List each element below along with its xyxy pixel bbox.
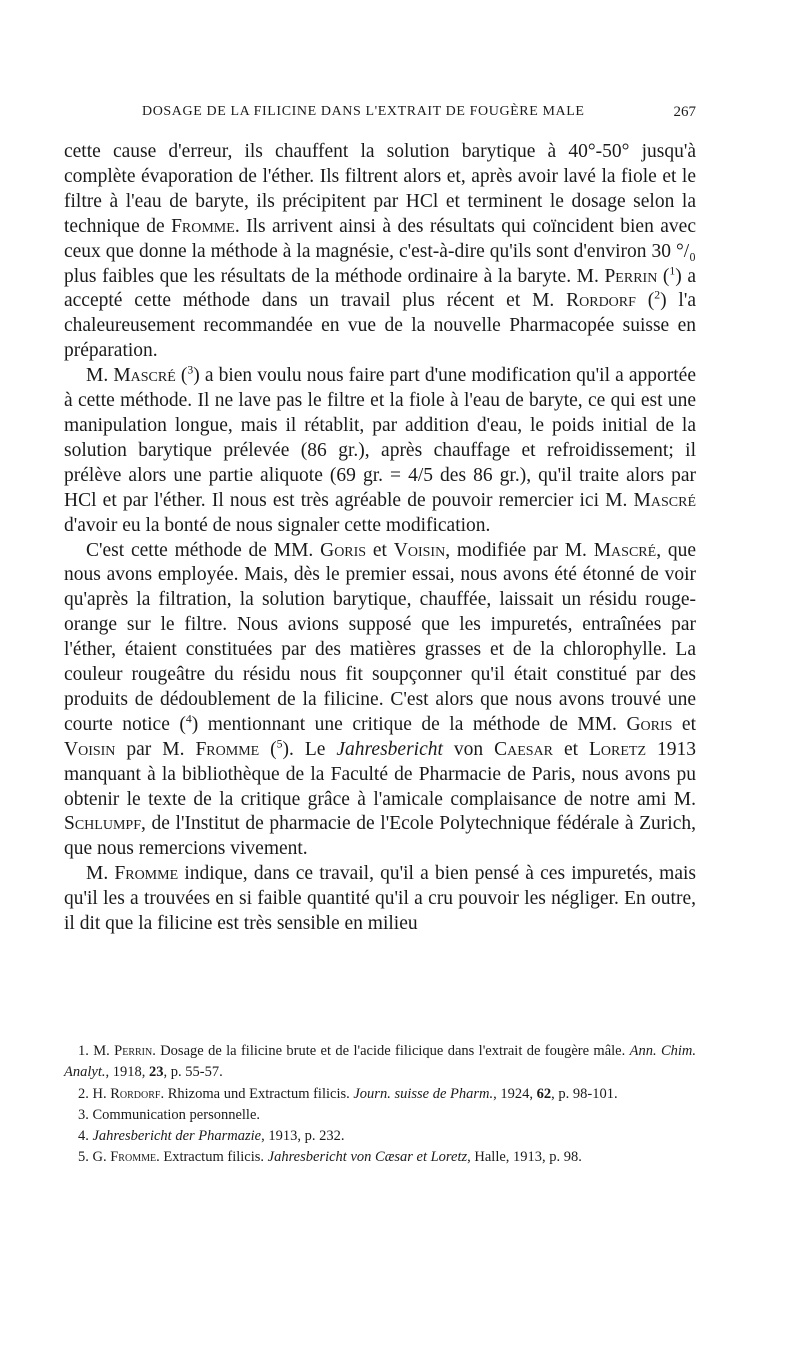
journal-title: Jahresbericht von Cæsar et Loretz <box>267 1149 468 1166</box>
author-name: Perrin <box>604 265 658 287</box>
footnote-ref: 2 <box>654 288 661 302</box>
journal-title: Jahresbericht <box>336 738 443 760</box>
author-name: Loretz <box>589 738 647 760</box>
footnote-ref: 1 <box>669 264 676 278</box>
body-text <box>64 140 696 937</box>
author-name: Fromme <box>114 863 179 885</box>
author-name: Mascré <box>113 365 176 387</box>
footnote-1: 1. M. Perrin. Dosage de la filicine brute et de l'acide filicique dans l'extrait de fougère mâle. Ann. Chim. Analyt., 1918, 23, p. 55-57. <box>64 1043 696 1081</box>
author-name: Goris <box>626 713 673 735</box>
running-title: DOSAGE DE LA FILICINE DANS L'EXTRAIT DE FOUGÈRE MALE <box>142 104 585 119</box>
footnote-2: 2. H. Rordorf. Rhizoma und Extractum filicis. Journ. suisse de Pharm., 1924, 62, p. 98-101. <box>78 1085 618 1102</box>
author-name: Schlumpf <box>64 813 141 835</box>
author-name: Perrin <box>114 1043 153 1059</box>
author-name: Caesar <box>494 738 553 760</box>
author-name: Voisin <box>393 539 446 561</box>
paragraph-3: C'est cette méthode de MM. Goris et Voisin, modifiée par M. Mascré, que nous avons employée. Mais, dès le premier essai, nous avons été étonné de voir qu'après la filtration, la solution barytique, chauffée, laissait un résidu rouge-orange sur le filtre. Nous avions supposé que les impuretés, entraînées par l'éther, étaient constituées par des matières grasses et de la chlorophylle. La couleur rougeâtre du résidu nous fit soupçonner qu'il était constitué par des produits de dédoublement de la filicine. C'est alors que nous avons trouvé une courte notice ($^4$) mentionnant une critique de la méthode de MM. Goris et Voisin par M. Fromme ($^5$). Le Jahresbericht von Caesar et Loretz 1913 manquant à la bibliothèque de la Faculté de Pharmacie de Paris, nous avons pu obtenir le texte de la critique grâce à l'amicale complaisance de notre ami M. Schlumpf, de l'Institut de pharmacie de l'Ecole Polytechnique fédérale à Zurich, que nous remercions vivement. <box>64 539 697 860</box>
author-name: Fromme <box>171 215 235 237</box>
footnotes <box>64 1041 696 1169</box>
footnote-4: 4. Jahresbericht der Pharmazie, 1913, p. 232. <box>78 1128 345 1145</box>
footnote-ref: 3 <box>187 363 194 377</box>
author-name: Mascré <box>633 489 696 511</box>
author-name: Rordorf <box>566 290 636 312</box>
running-head <box>64 104 696 128</box>
volume-number: 62 <box>536 1085 552 1102</box>
paragraph-4: M. Fromme indique, dans ce travail, qu'il a bien pensé à ces impuretés, mais qu'il les a trouvées en si faible quantité qu'il a cru pouvoir les négliger. En outre, il dit que la filicine est très sensible en milieu <box>64 863 696 935</box>
footnote-3: 3. Communication personnelle. <box>78 1106 261 1123</box>
author-name: Rordorf <box>110 1085 161 1102</box>
page-number: 267 <box>673 104 696 120</box>
author-name: Fromme <box>110 1149 157 1166</box>
author-name: Voisin <box>64 738 116 760</box>
footnote-ref: 4 <box>185 712 192 726</box>
journal-title: Ann. Chim. Analyt. <box>64 1043 696 1081</box>
volume-number: 23 <box>148 1064 164 1081</box>
author-name: Mascré <box>593 539 657 561</box>
paragraph-2: M. Mascré ($^3$) a bien voulu nous faire part d'une modification qu'il a apportée à cette méthode. Il ne lave pas le filtre et la fiole à l'eau de baryte, ce qui est une manipulation longue, mais il rétablit, par addition d'eau, le poids initial de la solution barytique prélevée (86 gr.), après chauffage et refroidissement; il prélève alors une partie aliquote (69 gr. = 4/5 des 86 gr.), qu'il traite alors par HCl et par l'éther. Il nous est très agréable de pouvoir remercier ici M. Mascré d'avoir eu la bonté de nous signaler cette modification. <box>64 363 696 536</box>
footnote-5: 5. G. Fromme. Extractum filicis. Jahresbericht von Cæsar et Loretz, Halle, 1913, p. 98. <box>78 1149 582 1166</box>
journal-title: Journ. suisse de Pharm. <box>353 1085 494 1102</box>
paragraph-1: cette cause d'erreur, ils chauffent la solution barytique à 40°-50° jusqu'à complète évaporation de l'éther. Ils filtrent alors et, après avoir lavé la fiole et le filtre à l'eau de baryte, ils précipitent par HCl et terminent le dosage selon la technique de Fromme. Ils arrivent ainsi à des résultats qui coïncident bien avec ceux que donne la méthode à la magnésie, c'est-à-dire qu'ils sont d'environ 30 °/₀ plus faibles que les résultats de la méthode ordinaire à la baryte. M. Perrin ($^1$) a accepté cette méthode dans un travail plus récent et M. Rordorf ($^2$) l'a chaleureusement recommandée en vue de la nouvelle Pharmacopée suisse en préparation. <box>64 141 697 362</box>
footnote-ref: 5 <box>276 737 283 751</box>
journal-title: Jahresbericht der Pharmazie <box>92 1128 262 1145</box>
author-name: Goris <box>320 539 367 561</box>
author-name: Fromme <box>195 738 260 760</box>
